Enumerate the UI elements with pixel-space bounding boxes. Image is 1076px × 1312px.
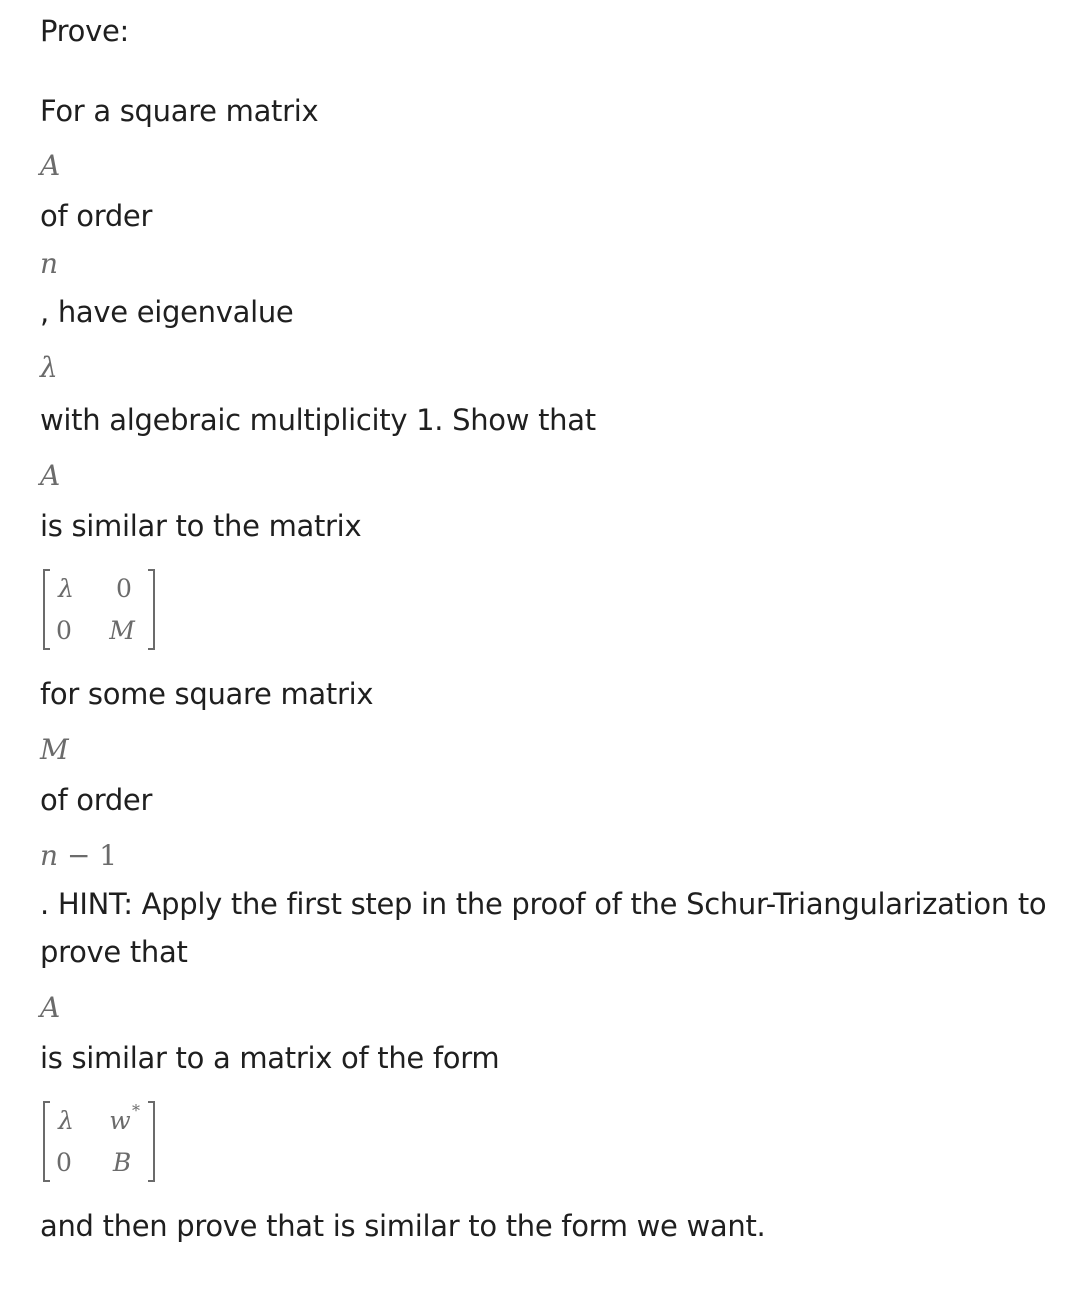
- matrix-cell: M: [109, 616, 135, 645]
- matrix-cell: λ: [58, 574, 74, 603]
- text-for-some-square-matrix: for some square matrix: [40, 677, 374, 711]
- left-bracket: [44, 1102, 50, 1181]
- math-n: n: [40, 839, 59, 872]
- left-bracket: [44, 570, 50, 649]
- text-conclusion: and then prove that is similar to the form we want.: [40, 1209, 766, 1243]
- math-lambda: λ: [40, 351, 58, 384]
- math-A: A: [40, 459, 61, 492]
- text-similar-to-form: is similar to a matrix of the form: [40, 1041, 500, 1075]
- matrix-cell: 0: [56, 1148, 72, 1177]
- text-of-order: of order: [40, 783, 153, 817]
- math-A: A: [40, 149, 61, 182]
- text-have-eigenvalue: , have eigenvalue: [40, 295, 294, 329]
- math-A: A: [40, 991, 61, 1024]
- right-bracket: [148, 570, 154, 649]
- text-similar-to-matrix: is similar to the matrix: [40, 509, 362, 543]
- matrix-lambda-M: [40, 564, 160, 654]
- math-n: n: [40, 247, 59, 280]
- matrix-cell: B: [112, 1148, 132, 1177]
- matrix-cell: λ: [58, 1106, 74, 1135]
- math-M: M: [40, 733, 69, 766]
- text-for-a-square-matrix: For a square matrix: [40, 94, 319, 128]
- matrix-cell: 0: [56, 616, 72, 645]
- right-bracket: [148, 1102, 154, 1181]
- text-algebraic-multiplicity: with algebraic multiplicity 1. Show that: [40, 403, 596, 437]
- matrix-lambda-w-B: [40, 1096, 160, 1186]
- text-of-order: of order: [40, 199, 153, 233]
- matrix-cell: 0: [116, 574, 132, 603]
- math-minus-one: − 1: [58, 839, 118, 872]
- heading-prove: Prove:: [40, 14, 129, 48]
- matrix-cell-superscript: *: [132, 1101, 140, 1120]
- matrix-cell: w: [109, 1106, 131, 1135]
- math-n-minus-1: [40, 838, 117, 874]
- text-hint: . HINT: Apply the first step in the proof of the Schur-Triangularization to prove that: [40, 887, 1047, 969]
